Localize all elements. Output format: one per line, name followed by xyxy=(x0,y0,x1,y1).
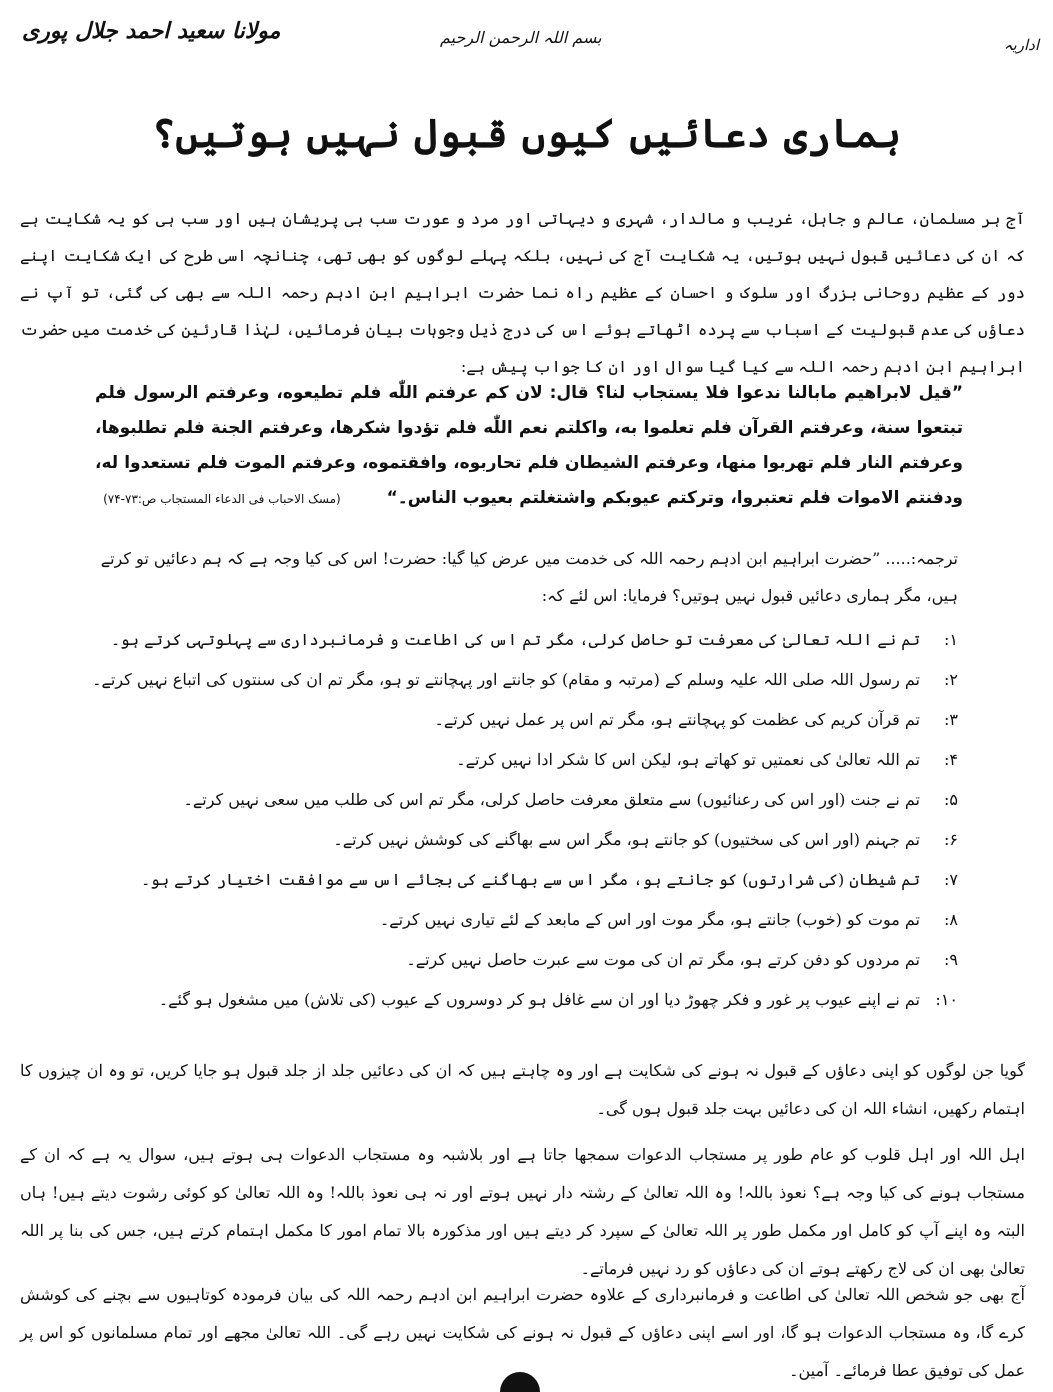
list-item-text: تم نے اللہ تعالیٰ کی معرفت تو حاصل کرلی، مگر تم اس کی اطاعت و فرمانبرداری سے پہلوتہی کرتے ہو۔ xyxy=(110,630,920,649)
list-item-number: ۲: xyxy=(944,670,958,689)
list-item xyxy=(120,900,958,940)
list-item xyxy=(120,980,958,1020)
list-item xyxy=(120,700,958,740)
list-item-text: تم جہنم (اور اس کی سختیوں) کو جانتے ہو، مگر اس سے بھاگنے کی کوشش نہیں کرتے۔ xyxy=(333,830,920,849)
list-item-text: تم مردوں کو دفن کرتے ہو، مگر تم ان کی موت سے عبرت حاصل نہیں کرتے۔ xyxy=(406,950,920,969)
list-item-number: ۷: xyxy=(944,870,958,889)
arabic-quote xyxy=(95,376,963,517)
list-item-text: تم رسول اللہ صلی اللہ علیہ وسلم کے (مرتبہ و مقام) کو جانتے اور پہچانتے تو ہو، مگر تم ان کی سنتوں کی اتباع نہیں کرتے۔ xyxy=(92,670,920,689)
quote-reference: (مسک الاحباب فی الدعاء المستجاب ص:۷۳-۷۴) xyxy=(103,492,341,506)
intro-paragraph: آج ہر مسلمان، عالم و جاہل، غریب و مالدار، شہری و دیہاتی اور مرد و عورت سب ہی پریشان ہیں اور سب ہی کو یہ شکایت ہے کہ ان کی دعائیں قبول نہیں ہوتیں، یہ شکایت آج کی نہیں، بلکہ پہلے لوگوں کو بھی تھی، چنانچہ اسی طرح کی ایک شکایت اپنے دور کے عظیم روحانی بزرگ اور سلوک و احسان کے عظیم راہ نما حضرت ابراہیم ابن ادہم رحمہ اللہ سے بھی کی گئی، تو آپ نے دعاؤں کی عدم قبولیت کے اسباب سے پردہ اٹھاتے ہوئے اس کی درج ذیل وجوہات بیان فرمائیں، لہٰذا قارئین کی خدمت میں حضرت ابراہیم ابن ادہم رحمہ اللہ سے کیا گیا سوال اور ان کا جواب پیش ہے: xyxy=(20,209,1025,376)
list-item-number: ۱: xyxy=(944,630,958,649)
closing-paragraph-2: اہل اللہ اور اہل قلوب کو عام طور پر مستجاب الدعوات سمجھا جاتا ہے اور بلاشبہ وہ مستجاب الدعوات ہی ہوتے ہیں، سوال یہ ہے کہ ان کے مستجاب ہونے کی کیا وجہ ہے؟ نعوذ باللہ! وہ اللہ تعالیٰ کے رشتہ دار نہیں ہوتے اور نہ ہی نعوذ باللہ! وہ اللہ تعالیٰ کو کوئی رشوت دیتے ہیں! ہاں البتہ وہ اپنے آپ کو کامل اور مکمل طور پر اللہ تعالیٰ کے سپرد کر دیتے ہیں اور مذکورہ بالا تمام امور کا مکمل اہتمام کرتے ہیں، جس کی بنا پر اللہ تعالیٰ بھی ان کی لاج رکھتے ہوتے ان کی دعاؤں کو رد نہیں فرماتے۔ xyxy=(20,1145,1025,1278)
list-item xyxy=(110,620,958,660)
list-item-number: ۶: xyxy=(944,830,958,849)
translation-paragraph: ترجمہ:..... ”حضرت ابراہیم ابن ادہم رحمہ اللہ کی خدمت میں عرض کیا گیا: حضرت! اس کی کیا وجہ ہے کہ ہم دعائیں تو کرتے ہیں، مگر ہماری دعائیں قبول نہیں ہوتیں؟ فرمایا: اس لئے کہ: xyxy=(100,549,958,605)
list-item-text: تم قرآن کریم کی عظمت کو پہچانتے ہو، مگر تم اس پر عمل نہیں کرتے۔ xyxy=(434,710,920,729)
section-label: اداریہ xyxy=(1003,36,1039,54)
list-item xyxy=(120,820,958,860)
list-item-number: ۱۰: xyxy=(935,990,958,1009)
article-title: ہماری دعائیں کیوں قبول نہیں ہوتیں؟ xyxy=(151,110,902,157)
closing-paragraph-1: گویا جن لوگوں کو اپنی دعاؤں کے قبول نہ ہونے کی شکایت ہے اور وہ چاہتے ہیں کہ ان کی دعائیں جلد از جلد قبول ہو جایا کریں، تو وہ ان چیزوں کا اہتمام رکھیں، انشاء اللہ ان کی دعائیں بہت جلد قبول ہوں گی۔ xyxy=(20,1061,1025,1118)
closing-paragraph-3: آج بھی جو شخص اللہ تعالیٰ کی اطاعت و فرمانبرداری کے علاوہ حضرت ابراہیم ابن ادہم رحمہ اللہ کی بیان فرمودہ کوتاہیوں سے بچنے کی کوشش کرے گا، وہ مستجاب الدعوات ہو گا، اور اسے اپنی دعاؤں کے قبول نہ ہونے کی شکایت نہیں رہے گی۔ اللہ تعالیٰ مجھے اور تمام مسلمانوں کو اس پر عمل کی توفیق عطا فرمائے۔ آمین۔ xyxy=(20,1285,1025,1380)
list-item xyxy=(120,860,958,900)
list-item-text: تم اللہ تعالیٰ کی نعمتیں تو کھاتے ہو، لیکن اس کا شکر ادا نہیں کرتے۔ xyxy=(456,750,920,769)
list-item-text: تم نے جنت (اور اس کی رعنائیوں) سے متعلق معرفت حاصل کرلی، مگر تم اس کی طلب میں سعی نہیں کرتے۔ xyxy=(183,790,920,809)
list-item-text: تم شیطان (کی شرارتوں) کو جانتے ہو، مگر اس سے بھاگنے کی بجائے اس سے موافقت اختیار کرتے ہو۔ xyxy=(140,870,920,889)
bismillah: بسم اللہ الرحمن الرحیم xyxy=(440,28,602,47)
list-item-number: ۹: xyxy=(944,950,958,969)
list-item-number: ۸: xyxy=(944,910,958,929)
list-item-number: ۳: xyxy=(944,710,958,729)
list-item xyxy=(92,660,958,700)
list-item-text: تم نے اپنے عیوب پر غور و فکر چھوڑ دیا اور ان سے غافل ہو کر دوسروں کے عیوب (کی تلاش) میں مشغول ہو گئے۔ xyxy=(158,990,920,1009)
list-item-text: تم موت کو (خوب) جانتے ہو، مگر موت اور اس کے مابعد کے لئے تیاری نہیں کرتے۔ xyxy=(379,910,920,929)
list-item-number: ۴: xyxy=(944,750,958,769)
arabic-quote-text: ”قیل لابراهیم مابالنا ندعوا فلا یستجاب لنا؟ قال: لان کم عرفتم اللّٰه فلم تطیعوه، وعرفتم الرسول فلم تبتعوا سنة، وعرفتم القرآن فلم تعلموا به، واکلتم نعم اللّٰه فلم تؤدوا شکرها، وعرفتم الجنة فلم تطلبوها، وعرفتم النار فلم تهربوا منها، وعرفتم الشیطان فلم تحاربوه، وافقتموه، وعرفتم الموت فلم تستعدوا له، ودفنتم الاموات فلم تعتبروا، وترکتم عیوبکم واشتغلتم بعیوب الناس۔“ xyxy=(95,383,963,508)
list-item xyxy=(120,740,958,780)
list-item-number: ۵: xyxy=(944,790,958,809)
list-item xyxy=(120,940,958,980)
author-name: مولانا سعید احمد جلال پوری xyxy=(22,18,281,44)
list-item xyxy=(120,780,958,820)
reasons-list xyxy=(92,620,958,1020)
